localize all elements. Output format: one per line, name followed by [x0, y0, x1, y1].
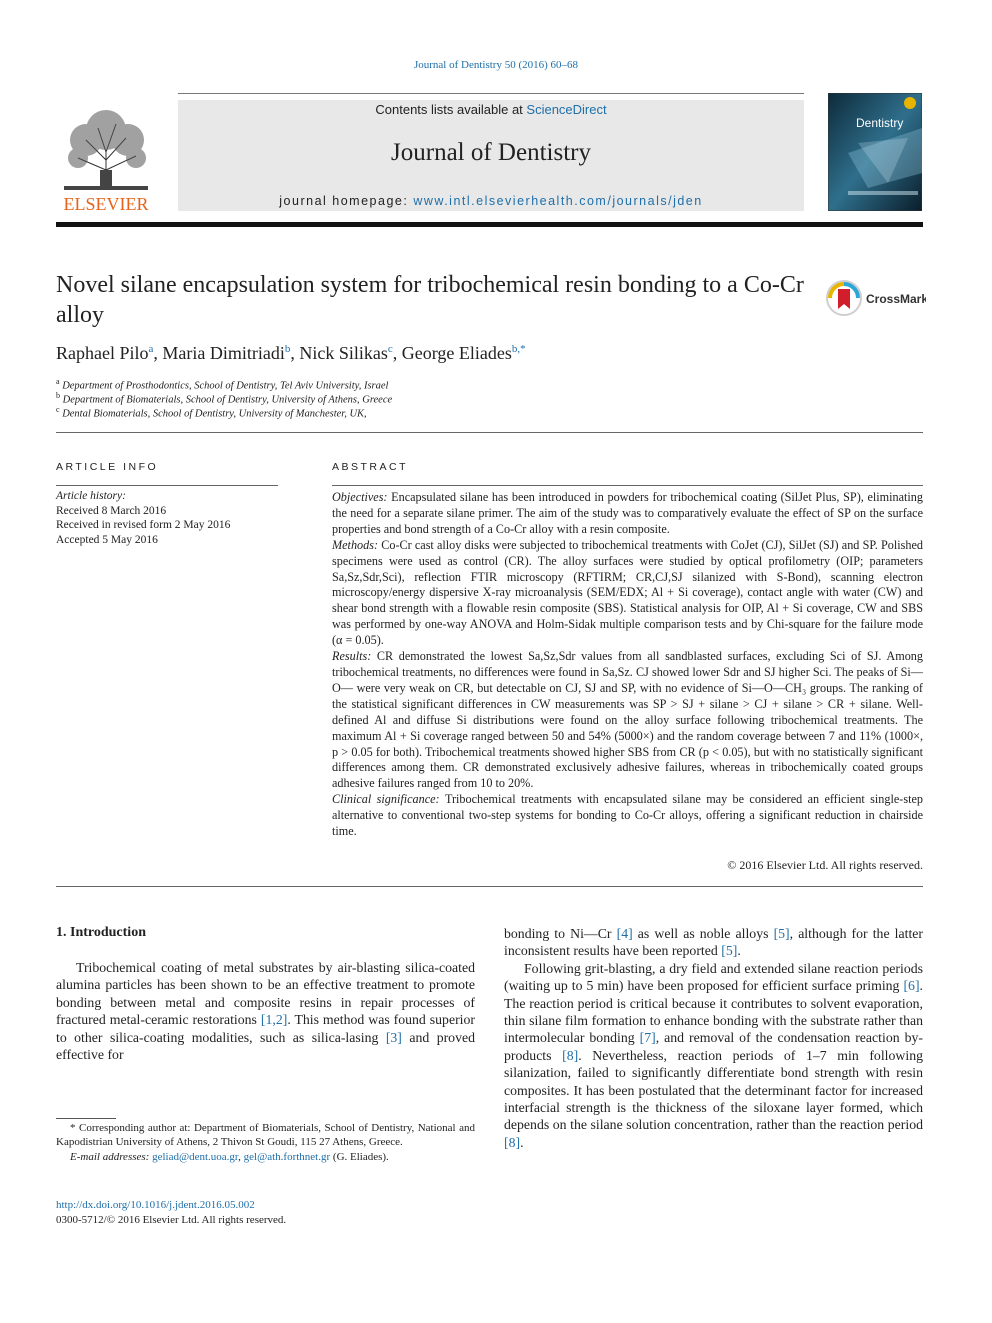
homepage-prefix: journal homepage:	[279, 194, 414, 208]
abstract-copyright: © 2016 Elsevier Ltd. All rights reserved.	[727, 858, 923, 872]
email-link-1[interactable]: geliad@dent.uoa.gr	[152, 1150, 239, 1163]
elsevier-wordmark: ELSEVIER	[63, 194, 149, 212]
abstract-heading: ABSTRACT	[332, 461, 409, 473]
ref-link[interactable]: [8]	[562, 1047, 579, 1063]
sciencedirect-link[interactable]: ScienceDirect	[526, 102, 607, 117]
abstract-objectives: Objectives: Encapsulated silane has been introduced in powders for tribochemical coating (SilJet Plus, SP), eliminating the need for a separate silane primer. The aim of the study was to comparatively evaluate the effect of SP on the surface properties and bond strength of a Co-Cr alloy with a resin composite.	[332, 490, 923, 536]
contents-line	[178, 102, 804, 117]
ref-link[interactable]: [5]	[721, 943, 738, 959]
history-label: Article history:	[56, 490, 126, 502]
intro-paragraph-1-cont: bonding to Ni—Cr [4] as well as noble alloys [5], although for the latter inconsistent results have been reported [5].	[504, 926, 924, 959]
intro-paragraph-2: Following grit-blasting, a dry field and extended silane reaction periods (waiting up to 5 min) have been proposed for efficient surface priming [6]. The reaction period is critical because it contributes to solvent evaporation, thin silane film formation to enhance bonding with the substrate rather than intermolecular bonding [7], and removal of the condensation reaction by-products [8]. Nevertheless, reaction periods of 1–7 min following silanization, failed to significantly differentiate bond strength with resin composites. It has been postulated that the determinant factor for increased interfacial strength is the thickness of the siloxane layer formed, which depends on the silane solution concentration, rather than the reaction period [8].	[504, 960, 923, 1150]
elsevier-tree-icon	[56, 100, 156, 212]
abstract-body	[332, 490, 923, 840]
abstract-bottom-rule	[56, 886, 923, 887]
accepted-date: Accepted 5 May 2016	[56, 533, 158, 546]
article-title: Novel silane encapsulation system for tribochemical resin bonding to a Co-Cr alloy	[56, 272, 804, 328]
left-column	[56, 959, 475, 1063]
ref-link[interactable]: [1,2]	[260, 1012, 288, 1028]
right-column	[504, 925, 923, 1151]
introduction-heading: 1. Introduction	[56, 925, 146, 940]
ref-link[interactable]: [5]	[773, 926, 790, 941]
journal-citation[interactable]	[0, 59, 992, 71]
author-list: Raphael Pilo$^a$, Maria Dimitriadi$^b$, Nick Silikas$^c$, George Eliades$^{b,*}$	[56, 343, 526, 363]
email-link-2[interactable]: gel@ath.forthnet.gr	[243, 1150, 331, 1163]
author-1[interactable]: Raphael Pilo$^a$	[56, 343, 154, 363]
abstract-results: Results: CR demonstrated the lowest Sa,Sz,Sdr values from all sandblasted surfaces, excluding Sci of SJ. Among tribochemical treatments, no differences were found in Sa,Sz. CJ showed lower Sdr and SJ higher Sci. The peaks of Si—O— were very weak on CR, but detectable on CJ, SJ and SP, with no evidence of Si—O—CH₃ groups. The ranking of the statistical significant differences in CW measurements was SP > SJ + silane > CJ + silane > CR + silane. Well-defined Al and diffuse Si distributions were found on the alloy surface following tribochemical treatments. The maximum Al + Si coverage ranged between 50 and 54% (5000×) and the random coverage between 7 and 11% (1000×, p > 0.05 for both). Tribochemical treatments showed higher SBS from CR (p < 0.05), but with no statistically significant differences among them. CR demonstrated exclusively adhesive failures, whereas in tribochemically coated groups adhesive failures ranged from 10 to 20%.	[332, 649, 923, 791]
ref-link[interactable]: [6]	[903, 978, 920, 994]
revised-date: Received in revised form 2 May 2016	[56, 519, 231, 531]
corresponding-author: * Corresponding author at: Department of Biomaterials, School of Dentistry, National and Kapodistrian University of Athens, 2 Thivon St Goudi, 115 27 Athens, Greece.	[56, 1122, 475, 1149]
abstract-rule	[332, 485, 923, 486]
citation-link[interactable]: Journal of Dentistry 50 (2016) 60–68	[413, 59, 579, 71]
affiliation-a: $^a$ Department of Prosthodontics, School of Dentistry, Tel Aviv University, Israel	[56, 377, 389, 392]
footnote-rule	[56, 1118, 116, 1119]
intro-paragraph-1: Tribochemical coating of metal substrates by air-blasting silica-coated alumina particles has been shown to be an effective treatment to promote bonding between metal and composite resins in repair processes of fractured metal-ceramic restorations [1,2]. This method was found superior to other silica-coating modalities, such as silica-lasing [3] and proved effective for	[56, 960, 476, 1063]
journal-cover[interactable]	[828, 93, 922, 211]
author-3[interactable]: Nick Silikas$^c$	[299, 343, 393, 363]
doi-link[interactable]: http://dx.doi.org/10.1016/j.jdent.2016.05.002	[56, 1199, 255, 1211]
affiliation-b: $^b$ Department of Biomaterials, School of Dentistry, University of Athens, Greece	[56, 391, 393, 406]
journal-homepage	[178, 194, 804, 208]
affiliation-rule	[56, 432, 923, 433]
crossmark-badge[interactable]	[826, 280, 926, 316]
email-addresses: E-mail addresses: geliad@dent.uoa.gr, gel@ath.forthnet.gr (G. Eliades).	[70, 1150, 389, 1163]
abstract-methods: Methods: Co-Cr cast alloy disks were subjected to tribochemical treatments with CoJet (CJ), SilJet (SJ) and SP. Polished specimens were used as control (CR). The alloy surfaces were studied by optical profilometry (OIP; parameters Sa,Sz,Sdr,Sci), reflection FTIR microscopy (RFTIRM; CR,CJ,SJ silanized with S-Bond), scanning electron microscopy/energy dispersive X-ray microanalysis (SEM/EDX; Al + Si coverage), contact angle with water (CW) and shear bond strength with a flowable resin composite (SBS). Statistical analysis for OIP, Al + Si coverage, CW and SBS was performed by one-way ANOVA and Holm-Sidak multiple comparison tests and by Chi-square for the failure mode (α = 0.05).	[332, 537, 923, 648]
received-date: Received 8 March 2016	[56, 504, 167, 517]
crossmark-label: CrossMark	[866, 292, 926, 306]
ref-link[interactable]: [3]	[385, 1029, 402, 1045]
abstract-clinical-significance: Clinical significance: Tribochemical treatments with encapsulated silane may be considered an efficient single-step alternative to conventional two-step systems for bonding to Co-Cr alloys, offering a significant reduction in chairside time.	[332, 792, 923, 839]
ref-link[interactable]: [7]	[639, 1030, 656, 1046]
issn-line: 0300-5712/© 2016 Elsevier Ltd. All rights reserved.	[56, 1213, 287, 1226]
ref-link[interactable]: [4]	[616, 926, 633, 941]
header-top-rule	[178, 93, 804, 94]
homepage-link[interactable]: www.intl.elsevierhealth.com/journals/jden	[413, 194, 703, 208]
ref-link[interactable]: [8]	[504, 1134, 521, 1150]
affiliation-c: $^c$ Dental Biomaterials, School of Dentistry, University of Manchester, UK,	[56, 405, 367, 420]
corresponding-footnote	[56, 1121, 475, 1164]
journal-cover-image	[828, 93, 922, 211]
cover-title: Dentistry	[856, 116, 904, 130]
author-2[interactable]: Maria Dimitriadi$^b$	[162, 343, 291, 363]
article-info-rule	[56, 485, 278, 486]
elsevier-logo	[56, 100, 156, 212]
header-bottom-rule	[56, 222, 923, 227]
article-history	[56, 489, 230, 547]
article-info-heading: ARTICLE INFO	[56, 461, 159, 473]
doi-block	[56, 1198, 286, 1227]
journal-title: Journal of Dentistry	[391, 139, 591, 166]
author-4[interactable]: George Eliades$^{b,*}$	[401, 343, 526, 363]
contents-prefix: Contents lists available at	[375, 102, 527, 117]
crossmark-icon	[826, 280, 926, 316]
